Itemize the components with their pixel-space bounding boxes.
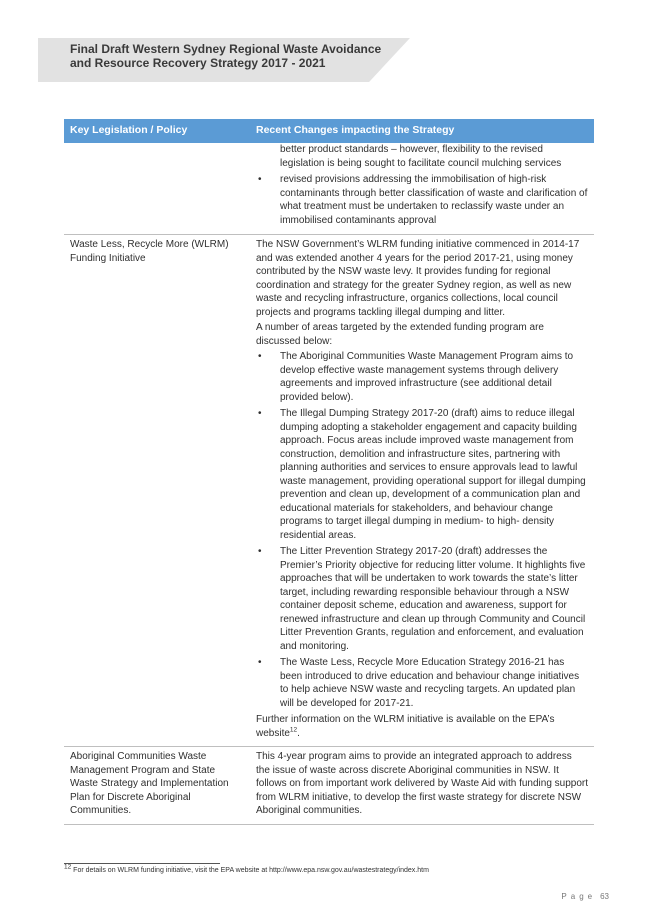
list-item: • The Illegal Dumping Strategy 2017-20 (draft) aims to reduce illegal dumping adopting a stakeholder engagement and capacity building approach. Focus areas include improved waste management from construction, demolition and infrastructure sites, partnering with planning authorities and services to ensure approvals lead to lawful waste management, providing operational support for illegal dumping prevention and clean up, development of a communication plan and educational materials for stakeholders, and behaviour change programs to target illegal dumping in medium- to high- density residential areas. (256, 407, 588, 542)
footnote-reference: 12 (289, 726, 298, 734)
bullet-list (256, 143, 588, 227)
list-item: • revised provisions addressing the immobilisation of high-risk contaminants through better classification of waste and clarification of what treatment must be undertaken to reclassify waste under an immobilised contaminants approval (256, 173, 588, 227)
column-header-changes: Recent Changes impacting the Strategy (250, 119, 594, 143)
changes-cell (250, 143, 594, 235)
list-item: better product standards – however, flexibility to the revised legislation is being sought to facilitate council mulching services (280, 144, 562, 169)
table-row (64, 747, 594, 825)
page-number (561, 892, 609, 901)
paragraph (256, 713, 588, 740)
list-item: • The Litter Prevention Strategy 2017-20 (draft) addresses the Premier’s Priority objective for reducing litter volume. It highlights five approaches that will be undertaken to work towards the state’s litter target, including rewarding responsible behaviour through a NSW container deposit scheme, education and awareness, support for renewed infrastructure and clean up through Community and Council Litter Prevention Grants, regulation and enforcement, and evaluation and monitoring. (256, 545, 588, 653)
paragraph: A number of areas targeted by the extended funding program are discussed below: (256, 322, 544, 347)
document-title: Final Draft Western Sydney Regional Waste Avoidance and Resource Recovery Strategy 2017 - 2021 (70, 42, 382, 70)
policy-name: Waste Less, Recycle More (WLRM) Funding Initiative (64, 235, 250, 747)
bullet-list (256, 350, 588, 710)
legislation-table (64, 119, 594, 825)
policy-cell (64, 143, 250, 235)
page-label: Page (561, 892, 597, 901)
page-number-value: 63 (600, 892, 609, 901)
footnote-number: 12 (64, 863, 72, 871)
policy-name: Aboriginal Communities Waste Management Program and State Waste Strategy and Implementation Plan for Discrete Aboriginal Communities. (64, 747, 250, 825)
paragraph: The NSW Government’s WLRM funding initiative commenced in 2014-17 and was extended another 4 years for the period 2017-21, using money contributed by the NSW waste levy. It provides funding for regional coordination and strategy for the greater Sydney region, as well as new waste and recycling infrastructure, organics collections, local council projects and programs tackling illegal dumping and litter. (256, 239, 580, 318)
table-row (64, 143, 594, 235)
footnote-text: For details on WLRM funding initiative, visit the EPA website at http://www.epa.nsw.gov.au/wastestrategy/index.htm (71, 867, 429, 874)
changes-cell (250, 235, 594, 747)
footnote (64, 863, 429, 874)
list-item: • The Waste Less, Recycle More Education Strategy 2016-21 has been introduced to drive education and behaviour change initiatives to help achieve NSW waste and recycling targets. An updated plan will be developed for 2017-21. (256, 656, 588, 710)
paragraph-end: . (297, 727, 300, 739)
footnote-divider (64, 863, 220, 864)
paragraph: This 4-year program aims to provide an integrated approach to address the issue of waste across discrete Aboriginal communities in NSW. It follows on from important work delivered by Waste Aid with funding support from WLRM initiative, to develop the first waste strategy for discrete NSW Aboriginal communities. (256, 751, 589, 816)
changes-cell (250, 747, 594, 825)
table-row (64, 235, 594, 747)
column-header-policy: Key Legislation / Policy (64, 119, 250, 143)
table-header-row (64, 119, 594, 143)
list-item: • The Aboriginal Communities Waste Management Program aims to develop effective waste management systems through delivery agreements and improved infrastructure (see additional detail provided below). (256, 350, 588, 404)
paragraph-text: Further information on the WLRM initiative is available on the EPA’s website (256, 714, 555, 739)
